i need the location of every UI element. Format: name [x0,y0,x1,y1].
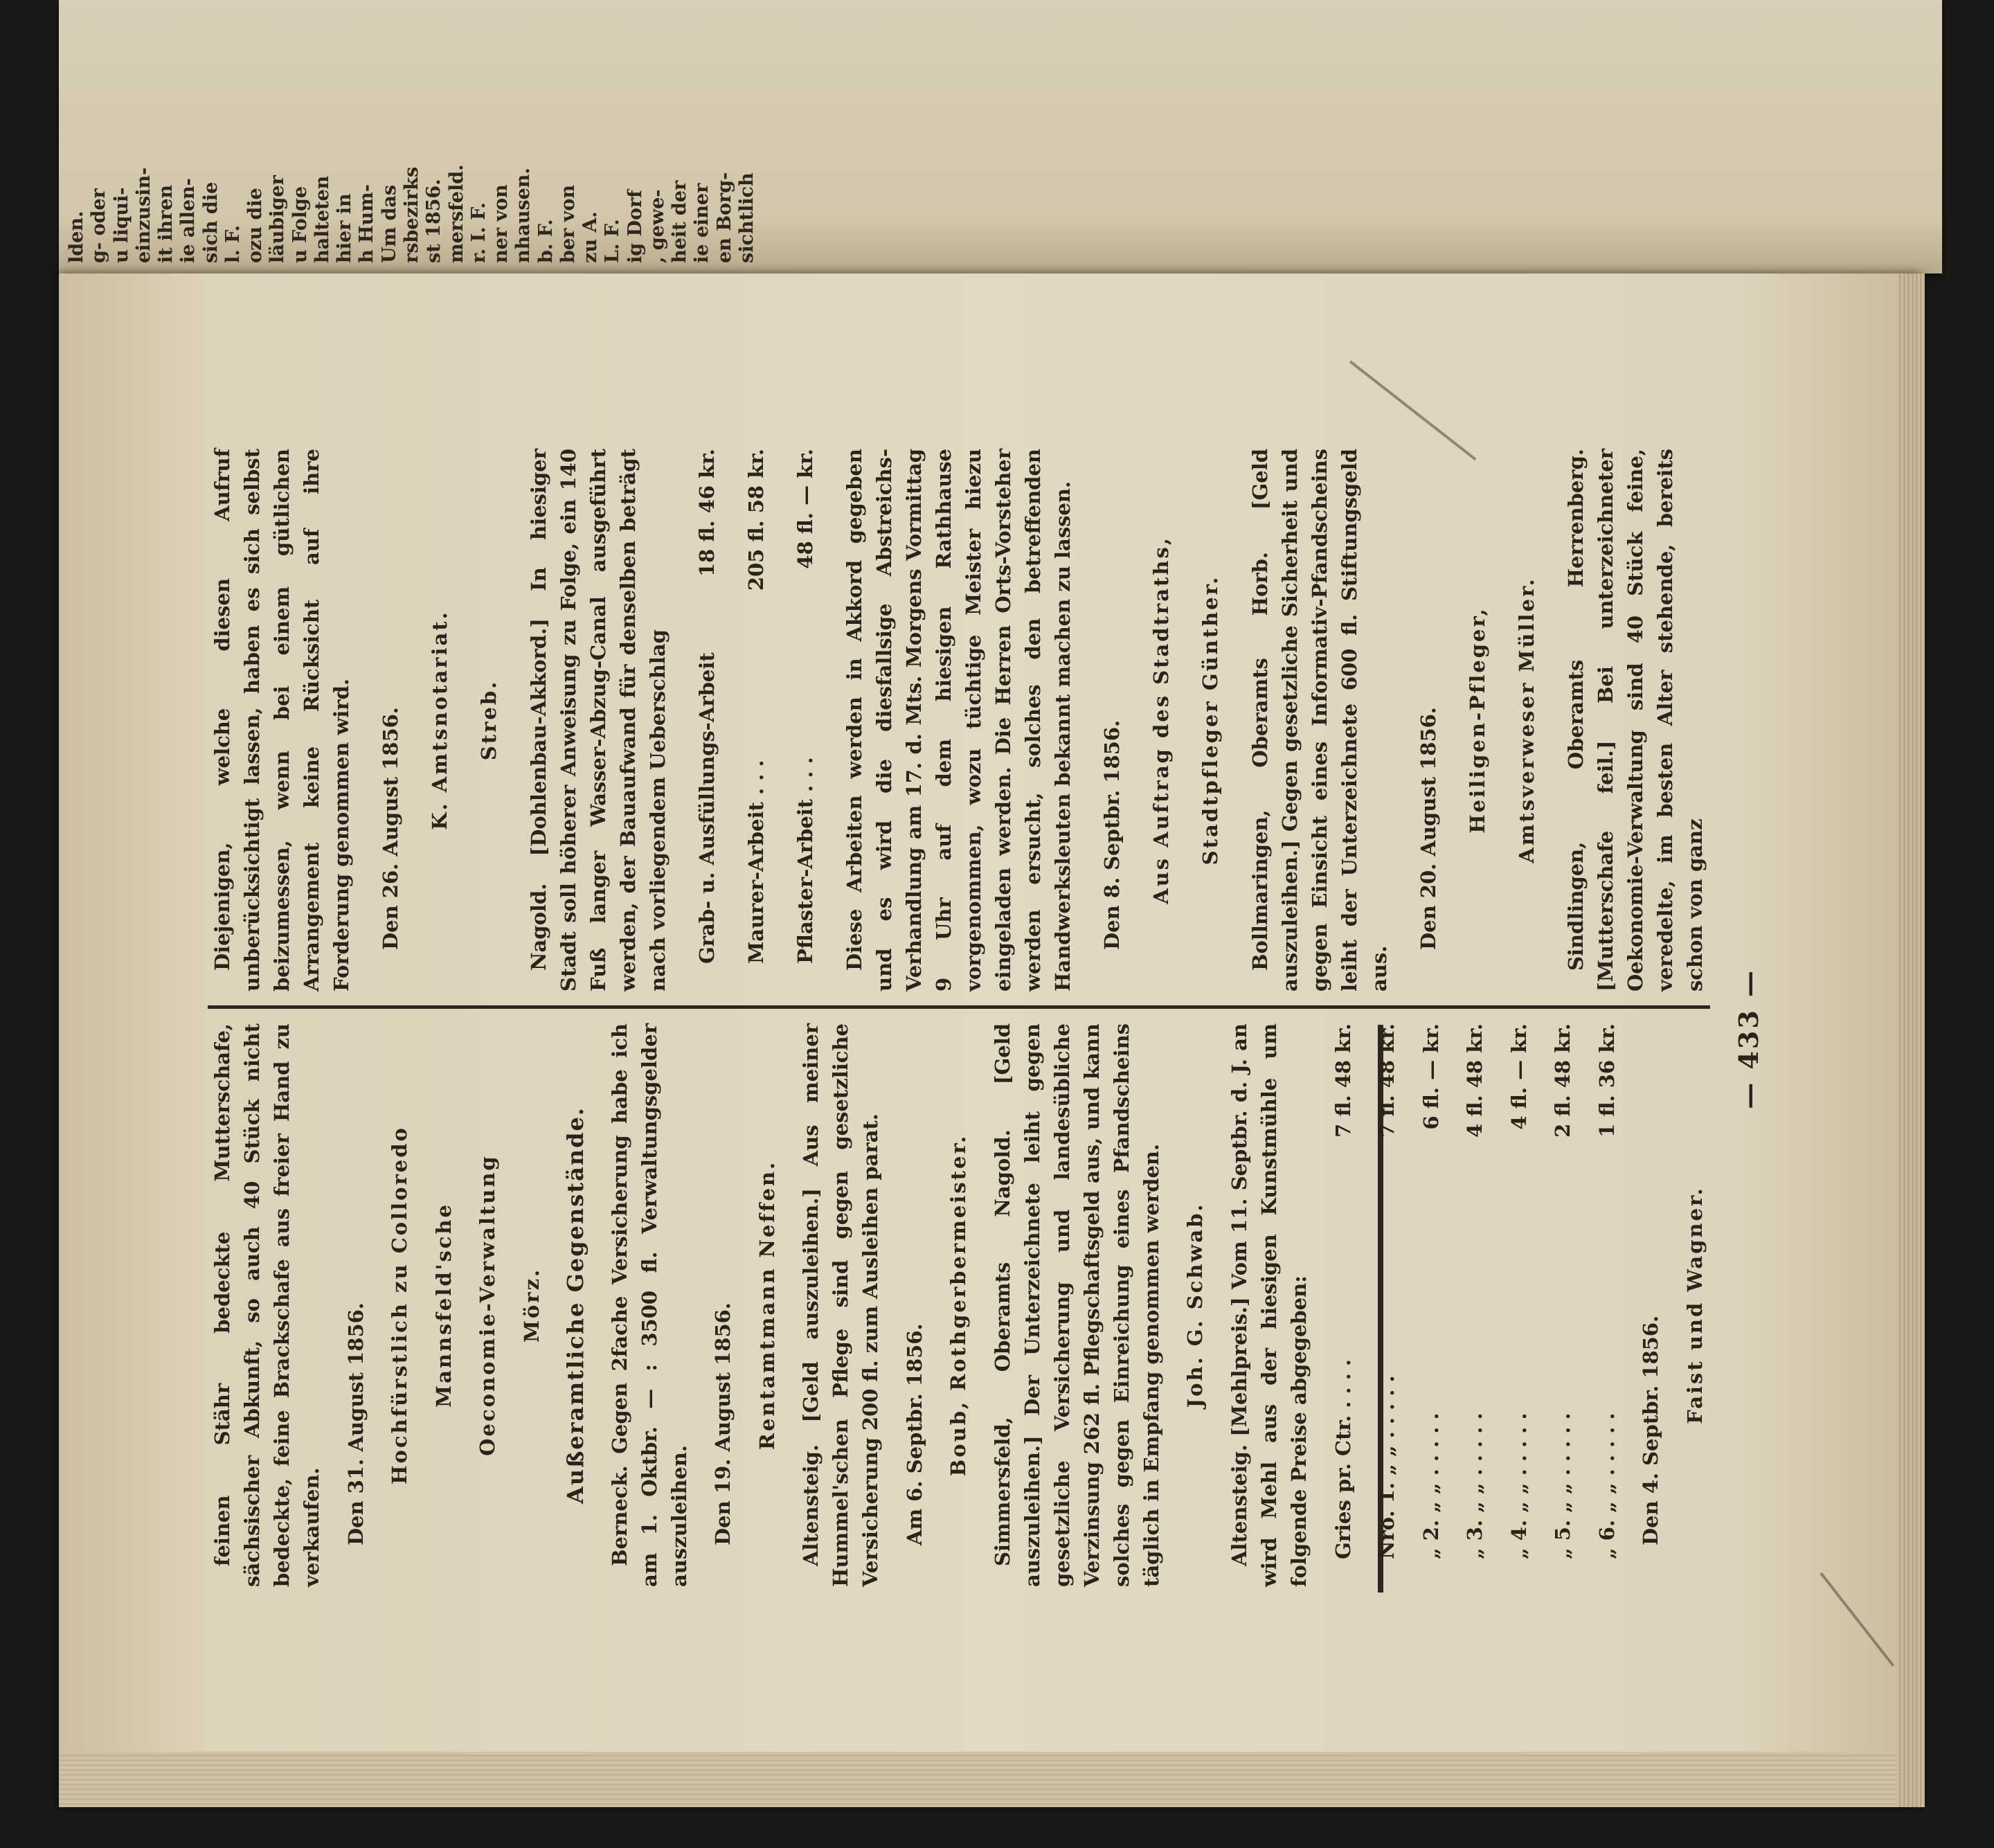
column-left [208,1018,1710,1593]
notice-paragraph: feinen Stähr bedeckte Mutterschafe, sächsischer Abkunft, so auch 40 Stück nicht bedeckte, feine Brackschafe aus freier Hand zu verkaufen. [210,1023,323,1587]
price-row-value: 205 fl. 58 kr. [744,449,768,591]
notice-signature: Mannsfeld'sche [431,1203,456,1408]
previous-page-line: , gewe- [646,189,668,263]
previous-page-line: heit der [669,180,691,263]
notice-date: Den 26. August 1856. [379,707,403,950]
notice-paragraph: Nagold. [Dohlenbau-Akkord.] In hiesiger Stadt soll höherer Anweisung zu Folge, ein 140 Fuß langer Wasser-Abzug-Canal ausgeführt werden, der Bauaufwand für denselben beträgt nach vorliegendem Ueberschlag [526,449,670,992]
previous-page-line: Um das [378,184,400,263]
previous-page-line: ber von [557,184,579,263]
notice-date: Den 19. August 1856. [711,1302,735,1545]
notice-paragraph: Bollmaringen, Oberamts Horb. [Geld auszuleihen.] Gegen gesetzliche Sicherheit und gegen Einsicht eines Informativ-Pfandscheins leiht der Unterzeichnete 600 fl. Stiftungsgeld aus. [1248,449,1391,992]
price-row-label: „ 6. „ „ . . . . . [1595,1412,1619,1559]
notice-signature: Aus Auftrag des Stadtraths, [1149,536,1174,904]
notice-signature: K. Amtsnotariat. [428,610,452,830]
price-row-value: 4 fl. — kr. [1507,1023,1531,1130]
price-row-value: 7 fl. 48 kr. [1375,1023,1399,1138]
price-row [791,449,820,992]
price-row-label: Pflaster-Arbeit . . . [793,757,817,964]
previous-page-line: sich die [199,181,222,263]
price-row [1592,1023,1622,1587]
price-row-value: 7 fl. 48 kr. [1331,1023,1355,1138]
price-row-label: Nro. 1. „ „ . . . . . [1375,1375,1399,1559]
previous-page-line: läubiger [267,175,289,263]
previous-page-line: r. I. F. [467,202,489,263]
previous-page [59,0,1942,273]
previous-page-line: u liqui- [110,187,132,263]
price-row-value: 18 fl. 46 kr. [694,449,719,577]
previous-page-line: lden. [66,210,87,263]
notice-paragraph: Sindlingen, Oberamts Herrenberg. [Mutterschafe feil.] Bei unterzeichneter Oekonomie-Verwaltung sind 40 Stück feine, veredelte, im besten Alter stehende, bereits schon von ganz [1564,449,1707,992]
notice-signature: Stadtpfleger Günther. [1198,575,1223,865]
notice-paragraph: Diese Arbeiten werden in Akkord gegeben und es wird die diesfallsige Abstreichs-Verhandlung am 17. d. Mts. Morgens Vormittag 9 Uhr auf dem hiesigen Rathhause vorgenommen, wozu tüchtige Meister hiezu eingeladen werden. Die Herren Orts-Vorsteher werden ersucht, solches den betreffenden Handwerksleuten bekannt machen zu lassen. [843,449,1075,992]
previous-page-line: en Borg- [713,172,735,263]
notice-signature: Oeconomie-Verwaltung [476,1154,500,1456]
notice-date: Den 4. Septbr. 1856. [1639,1315,1663,1545]
notice-paragraph: Altensteig. [Geld auszuleihen.] Aus meiner Hummel'schen Pflege sind gegen gesetzliche Versicherung 200 fl. zum Ausleihen parat. [799,1023,883,1587]
price-row [1505,1023,1534,1587]
notice-signature: Faist und Wagner. [1682,1186,1707,1424]
price-row [742,449,771,992]
previous-page-line: b. F. [535,219,557,263]
notice-paragraph: Altensteig. [Mehlpreis.] Vom 11. Septbr. d. J. an wird Mehl aus der hiesigen Kunstmühle um folgende Preise abgegeben: [1227,1023,1311,1587]
column-divider [208,1005,1710,1009]
price-row-value: 6 fl. — kr. [1419,1023,1443,1130]
notice-signature: Mörz. [519,1267,544,1343]
price-row [1548,1023,1578,1587]
notice-paragraph: Diejenigen, welche diesen Aufruf unberücksichtigt lassen, haben es sich selbst beizumessen, wenn bei einem gütlichen Arrangement keine Rücksicht auf ihre Forderung genommen wird. [210,449,353,992]
price-row-label: „ 4. „ „ . . . . . [1507,1412,1531,1559]
previous-page-line: L. F. [602,219,624,263]
notice-signature: Heiligen-Pfleger, [1465,607,1489,834]
price-row [1417,1023,1446,1587]
price-row-value: 48 fl. — kr. [793,449,817,569]
price-row-label: Maurer-Arbeit . . . [744,760,768,964]
previous-page-line: ie einer [691,183,713,263]
price-row-value: 2 fl. 48 kr. [1551,1023,1575,1138]
previous-page-line: rsbezirks [400,166,422,263]
notice-date: Den 20. August 1856. [1416,707,1440,950]
previous-page-line: ie allen- [177,178,199,263]
page-edge-bottom [59,1752,1921,1807]
previous-page-line: ig Dorf [624,190,646,263]
previous-page-line: l. F. [222,225,244,263]
price-row-label: „ 2. „ „ . . . . . [1419,1412,1443,1559]
notice-paragraph: Simmersfeld, Oberamts Nagold. [Geld auszuleihen.] Der Unterzeichnete leiht gegen gesetzliche Versicherung und landesübliche Verzinsung 262 fl. Pflegschaftsgeld aus, und kann solches gegen Einreichung eines Pfandscheins täglich in Empfang genommen werden. [990,1023,1163,1587]
previous-page-line: it ihren [155,184,177,263]
previous-page-line: einzusin- [132,167,154,263]
previous-page-line: h Hum- [356,184,378,263]
price-row [1460,1023,1490,1587]
notice-date: Den 8. Septbr. 1856. [1100,719,1124,950]
previous-page-line: hier in [334,193,356,263]
notice-paragraph: Berneck. Gegen 2fache Versicherung habe ich am 1. Oktbr. — : 3500 fl. Verwaltungsgelder auszuleihen. [607,1023,691,1587]
notice-signature: Boub, Rothgerbermeister. [946,1133,971,1477]
notice-date: Den 31. August 1856. [343,1302,368,1545]
previous-page-text [59,0,765,273]
notice-signature: Joh. G. Schwab. [1183,1202,1207,1408]
price-row-value: 1 fl. 36 kr. [1595,1023,1619,1138]
notice-date: Am 6. Septbr. 1856. [902,1323,926,1545]
notice-signature: Rentamtmann Neffen. [755,1160,779,1451]
notice-signature: Amtsverweser Müller. [1514,577,1538,863]
column-right [208,443,1710,997]
price-row [1329,1023,1358,1587]
page-number: — 433 — [1732,968,1764,1109]
previous-page-line: zu A. [580,211,602,263]
price-row-value: 4 fl. 48 kr. [1463,1023,1487,1138]
previous-page-line: st 1856. [423,179,445,263]
previous-page-line: nhausen. [512,168,535,263]
previous-page-line: ozu die [244,188,267,263]
price-row-label: Gries pr. Ctr. . . . . [1331,1359,1355,1559]
previous-page-line: g- oder [88,188,110,263]
price-row-label: Grab- u. Ausfüllungs-Arbeit [694,652,719,964]
notice-signature: Streb. [477,679,501,761]
page-edge-right [1897,273,1925,1807]
price-row-label: „ 3. „ „ . . . . . [1463,1412,1487,1559]
previous-page-line: u Folge [289,186,311,263]
notice-signature: Hochfürstlich zu Colloredo [388,1126,412,1484]
section-heading: Außeramtliche Gegenstände. [562,1106,589,1504]
price-row [1372,1023,1402,1587]
previous-page-line: ner von [490,184,512,263]
previous-page-line: mersfeld. [445,164,467,263]
price-row-label: „ 5. „ „ . . . . . [1551,1412,1575,1559]
price-row [692,449,722,992]
previous-page-line: sichtlich [735,172,757,263]
previous-page-line: halteten [311,175,333,263]
